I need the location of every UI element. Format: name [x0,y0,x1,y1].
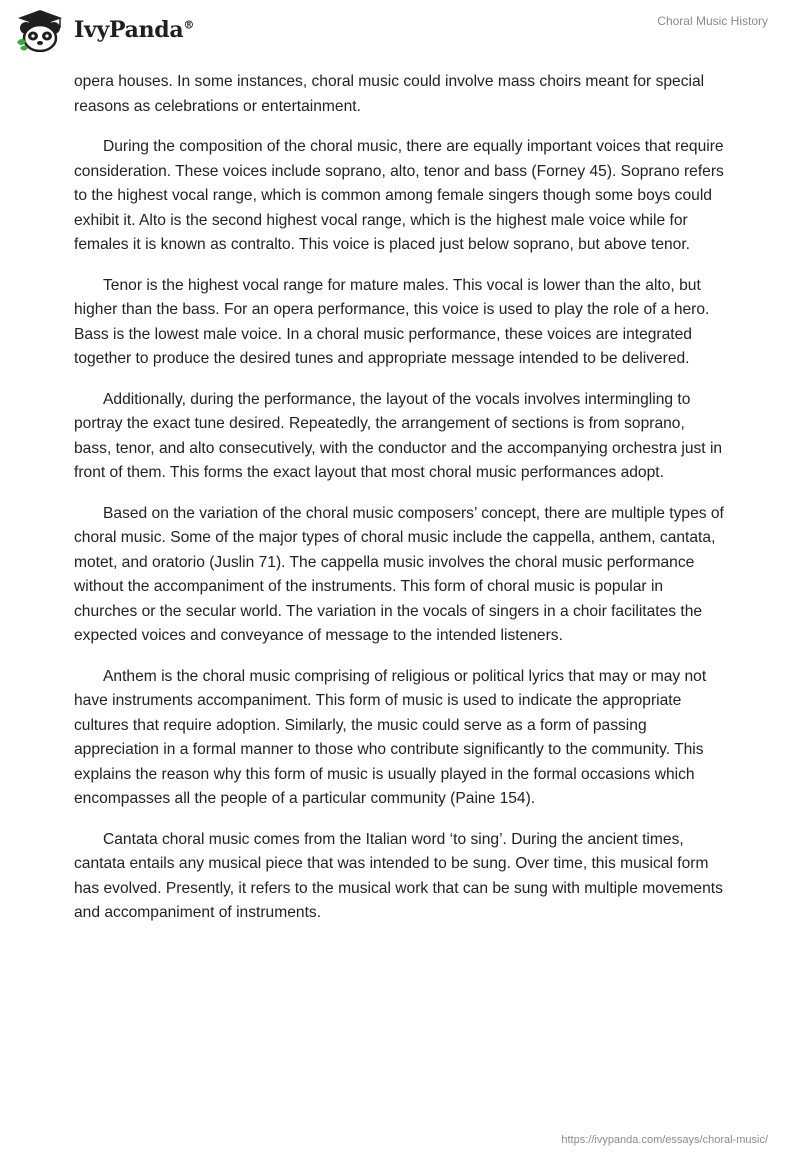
paragraph: Based on the variation of the choral music composers’ concept, there are multiple types of choral music. Some of the major types of choral music include the cappella, anthem, cantata, motet, and oratorio (Juslin 71). The cappella music involves the choral music performance without the accompaniment of the instruments. This form of choral music is popular in churches or the secular world. The variation in the vocals of singers in a choir facilitates the expected voices and conveyance of message to the intended listeners. [74,504,724,644]
paragraph: Tenor is the highest vocal range for mature males. This vocal is lower than the alto, but higher than the bass. For an opera performance, this voice is used to play the role of a hero. Bass is the lowest male voice. In a choral music performance, these voices are integrated together to produce the desired tunes and appropriate message intended to be delivered. [74,276,710,367]
document-title: Choral Music History [657,14,768,28]
paragraph: opera houses. In some instances, choral music could involve mass choirs meant for special reasons as celebrations or entertainment. [74,73,705,115]
panda-mascot-icon [14,8,66,52]
essay-body [74,70,724,942]
paragraph: Additionally, during the performance, the layout of the vocals involves intermingling to portray the exact tune desired. Repeatedly, the arrangement of sections is from soprano, bass, tenor, and alto consecutively, with the conductor and the accompanying orchestra just in front of them. This forms the exact layout that most choral music performances adopt. [74,390,723,481]
paragraph: Cantata choral music comes from the Italian word ‘to sing’. During the ancient times, cantata entails any musical piece that was intended to be sung. Over time, this musical form has evolved. Presently, it refers to the musical work that can be sung with multiple movements and accompaniment of instruments. [74,830,723,921]
paragraph: During the composition of the choral music, there are equally important voices that require consideration. These voices include soprano, alto, tenor and bass (Forney 45). Soprano refers to the highest vocal range, which is common among female singers though some boys could exhibit it. Alto is the second highest vocal range, which is the highest male voice while for females it is known as contralto. This voice is placed just below soprano, but above tenor. [74,138,724,253]
paragraph: Anthem is the choral music comprising of religious or political lyrics that may or may not have instruments accompaniment. This form of music is used to indicate the appropriate cultures that require adoption. Similarly, the music could serve as a form of passing appreciation in a formal manner to those who contribute significantly to the community. This explains the reason why this form of music is usually played in the formal occasions which encompasses all the people of a particular community (Paine 154). [74,667,707,807]
ivypanda-logo[interactable] [14,8,194,52]
source-url[interactable]: https://ivypanda.com/essays/choral-music/ [561,1134,768,1146]
registered-mark: ® [183,18,195,32]
brand-name: IvyPanda® [74,17,195,43]
page-header [0,0,800,70]
